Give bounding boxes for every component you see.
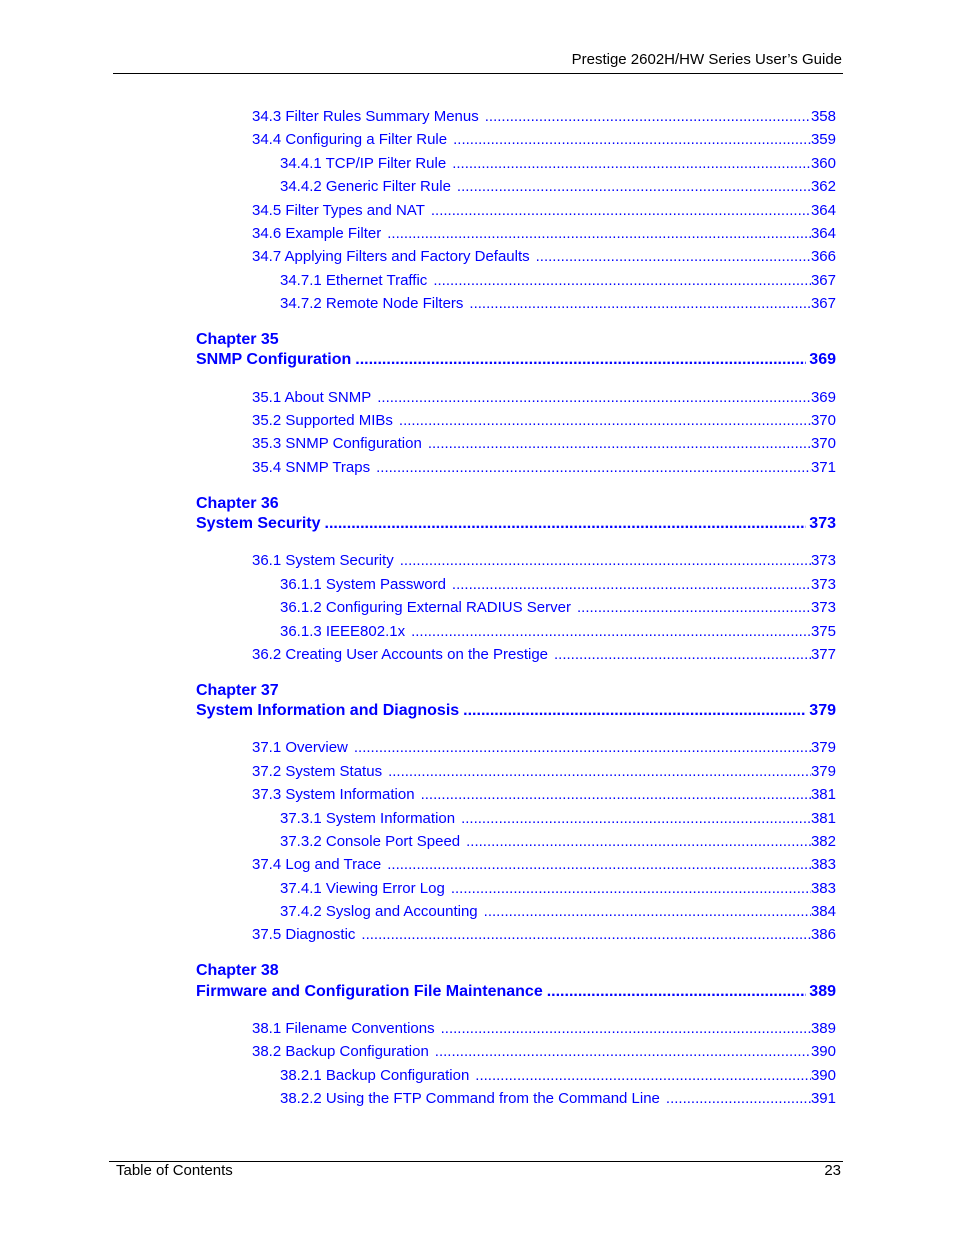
- toc-entry[interactable]: 36.1 System Security ..... 373: [252, 552, 836, 570]
- chapter-number[interactable]: Chapter 36: [196, 495, 279, 512]
- toc-entry[interactable]: 34.7.2 Remote Node Filters ..... 367: [280, 295, 836, 313]
- toc-entry[interactable]: 37.4.2 Syslog and Accounting ..... 384: [280, 903, 836, 921]
- toc-entry[interactable]: 34.4.1 TCP/IP Filter Rule ..... 360: [280, 155, 836, 173]
- toc-entry[interactable]: 37.4.1 Viewing Error Log ..... 383: [280, 880, 836, 898]
- toc-entry[interactable]: 35.2 Supported MIBs ..... 370: [252, 412, 836, 430]
- toc-entry[interactable]: 34.5 Filter Types and NAT ..... 364: [252, 202, 836, 220]
- toc-entry[interactable]: 37.5 Diagnostic ..... 386: [252, 926, 836, 944]
- chapter-number[interactable]: Chapter 37: [196, 682, 279, 699]
- chapter-number[interactable]: Chapter 35: [196, 331, 279, 348]
- toc-entry[interactable]: 37.3.1 System Information ..... 381: [280, 810, 836, 828]
- toc-entry[interactable]: 34.7 Applying Filters and Factory Defaults ..... 366: [252, 248, 836, 266]
- toc-entry[interactable]: 37.1 Overview ..... 379: [252, 739, 836, 757]
- footer-section-label: Table of Contents: [116, 1162, 233, 1179]
- toc-entry[interactable]: 36.2 Creating User Accounts on the Prestige ..... 377: [252, 646, 836, 664]
- chapter-title[interactable]: System Information and Diagnosis ..... 379: [196, 701, 836, 721]
- toc-entry[interactable]: 34.7.1 Ethernet Traffic ..... 367: [280, 272, 836, 290]
- footer-page-number: 23: [824, 1162, 841, 1179]
- toc-entry[interactable]: 36.1.1 System Password ..... 373: [280, 576, 836, 594]
- page-header-title: Prestige 2602H/HW Series User’s Guide: [571, 51, 842, 68]
- toc-entry[interactable]: 34.4.2 Generic Filter Rule ..... 362: [280, 178, 836, 196]
- toc-entry[interactable]: 38.1 Filename Conventions ..... 389: [252, 1020, 836, 1038]
- chapter-title[interactable]: SNMP Configuration ..... 369: [196, 350, 836, 370]
- toc-entry[interactable]: 37.3 System Information ..... 381: [252, 786, 836, 804]
- toc-entry[interactable]: 37.3.2 Console Port Speed ..... 382: [280, 833, 836, 851]
- chapter-number[interactable]: Chapter 38: [196, 962, 279, 979]
- toc-entry[interactable]: 36.1.2 Configuring External RADIUS Server ..... 373: [280, 599, 836, 617]
- toc-entry[interactable]: 34.6 Example Filter ..... 364: [252, 225, 836, 243]
- toc-entry[interactable]: 34.4 Configuring a Filter Rule ..... 359: [252, 131, 836, 149]
- toc-entry[interactable]: 35.1 About SNMP ..... 369: [252, 389, 836, 407]
- toc-entry[interactable]: 37.2 System Status ..... 379: [252, 763, 836, 781]
- toc-entry[interactable]: 36.1.3 IEEE802.1x ..... 375: [280, 623, 836, 641]
- chapter-title[interactable]: Firmware and Configuration File Maintenance ..... 389: [196, 982, 836, 1002]
- toc-entry[interactable]: 34.3 Filter Rules Summary Menus ..... 358: [252, 108, 836, 126]
- toc-entry[interactable]: 38.2 Backup Configuration ..... 390: [252, 1043, 836, 1061]
- toc-entry[interactable]: 38.2.1 Backup Configuration ..... 390: [280, 1067, 836, 1085]
- toc-entry[interactable]: 35.3 SNMP Configuration ..... 370: [252, 435, 836, 453]
- chapter-title[interactable]: System Security ..... 373: [196, 514, 836, 534]
- toc-entry[interactable]: 38.2.2 Using the FTP Command from the Command Line ..... 391: [280, 1090, 836, 1108]
- toc-entry[interactable]: 35.4 SNMP Traps ..... 371: [252, 459, 836, 477]
- header-rule: [113, 73, 843, 74]
- toc-entry[interactable]: 37.4 Log and Trace ..... 383: [252, 856, 836, 874]
